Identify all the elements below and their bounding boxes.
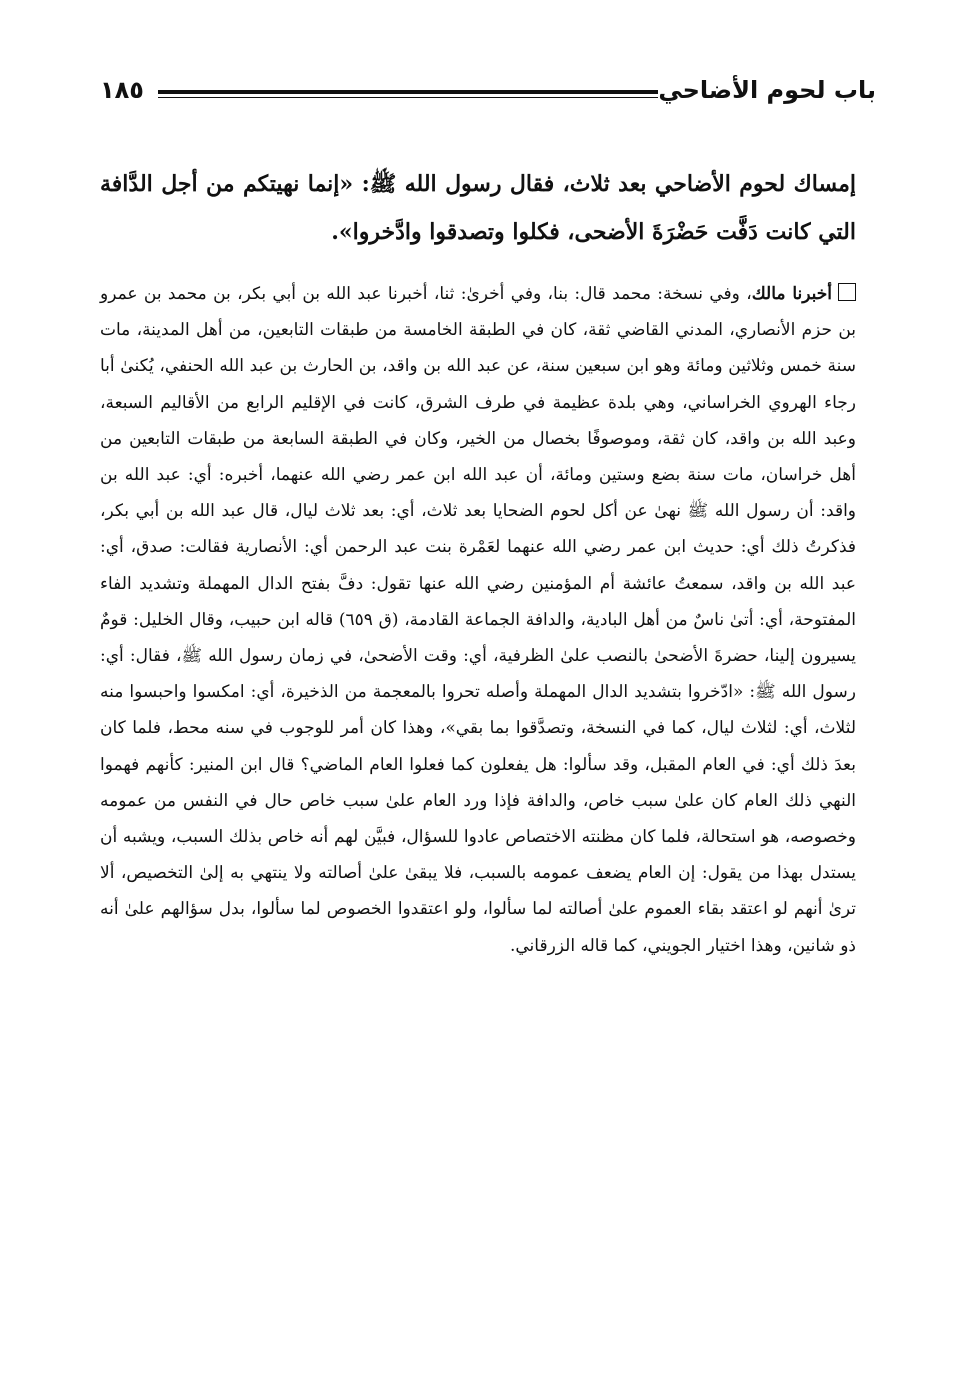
hadith-intro: إمساك لحوم الأضاحي بعد ثلاث، فقال رسول الله ﷺ: (353, 171, 856, 197)
page-header (100, 72, 876, 122)
page-number: ١٨٥ (100, 76, 144, 104)
header-rule (158, 90, 658, 98)
commentary-lead: أخبرنا مالك (751, 284, 832, 304)
chapter-title: باب لحوم الأضاحي (658, 76, 876, 104)
hadith-quote: «إنما نهيتكم من أجل الدَّافة التي كانت دَفَّت حَضْرَةَ الأضحى، فكلوا وتصدقوا وادَّخروا». (100, 171, 856, 245)
commentary-paragraph (100, 276, 856, 964)
hadith-text (100, 160, 856, 256)
commentary-body: ، وفي نسخة: محمد قال: بنا، وفي أخرىٰ: ثنا، أخبرنا عبد الله بن أبي بكر، بن محمد بن عمرو بن حزم الأنصاري، المدني القاضي ثقة، كان في الطبقة الخامسة من طبقات التابعين، من أهل المدينة، مات سنة خمس وثلاثين ومائة وهو ابن سبعين سنة، عن عبد الله بن واقد، بن الحارث بن عبد الله الحنفي، يُكنىٰ أبا رجاء الهروي الخراساني، وهي بلدة عظيمة في طرف الشرق، كانت في الإقليم الرابع من الأقاليم السبعة، وعبد الله بن واقد، كان ثقة، وموصوفًا بخصال من الخير، وكان في الطبقة السابعة من طبقات التابعين من أهل خراسان، مات سنة بضع وستين ومائة، أن عبد الله ابن عمر رضي الله عنهما، أخبره: أي: عبد الله بن واقد: أن رسول الله ﷺ نهىٰ عن أكل لحوم الضحايا بعد ثلاث، أي: بعد ثلاث ليال، قال عبد الله بن أبي بكر، فذكرتُ ذلك أي: حديث ابن عمر رضي الله عنهما لعَمْرة بنت عبد الرحمن أي: الأنصارية فقالت: صدق، أي: عبد الله بن واقد، سمعتُ عائشة أم المؤمنين رضي الله عنها تقول: دفَّ بفتح الدال المهملة وتشديد الفاء المفتوحة، أي: أتىٰ ناسٌ من أهل البادية، والدافة الجماعة القادمة، (ق ٦٥٩) قاله ابن حبيب، وقال الخليل: قومٌ يسيرون إلينا، حضرةَ الأضحىٰ بالنصب علىٰ الظرفية، أي: وقت الأضحىٰ، في زمان رسول الله ﷺ، فقال: أي: رسول الله ﷺ: «ادّخروا بتشديد الدال المهملة وأصله تحروا بالمعجمة من الذخيرة، أي: امكسوا واحبسوا منه لثلاث، أي: لثلاث ليال، كما في النسخة، وتصدَّقوا بما بقي»، وهذا كان أمر للوجوب في سنه محط، فلما كان بعدَ ذلك أي: في العام المقبل، وقد سألوا: هل يفعلون كما فعلوا العام الماضي؟ قال ابن المنير: كأنهم فهموا النهي ذلك العام كان علىٰ سبب خاص، والدافة فإذا ورد العام علىٰ سبب خاص حال في النفس من عمومه وخصوصه، هو استحالة، فلما كان مظنته الاختصاص عادوا للسؤال، فبيَّن لهم أنه خاص بذلك السبب، ويشبه أن يستدل بهذا من يقول: إن العام يضعف عمومه بالسبب، فلا يبقىٰ علىٰ أصالته ولا ينتهي به إلىٰ التخصيص، ألا ترىٰ أنهم لو اعتقد بقاء العموم علىٰ أصالته لما سألوا، ولو اعتقدوا الخصوص لما سألوا، بدل سؤالهم علىٰ أنه ذو شانين، وهذا اختيار الجويني، كما قاله الزرقاني. (100, 284, 857, 956)
square-bullet-icon (838, 283, 856, 301)
